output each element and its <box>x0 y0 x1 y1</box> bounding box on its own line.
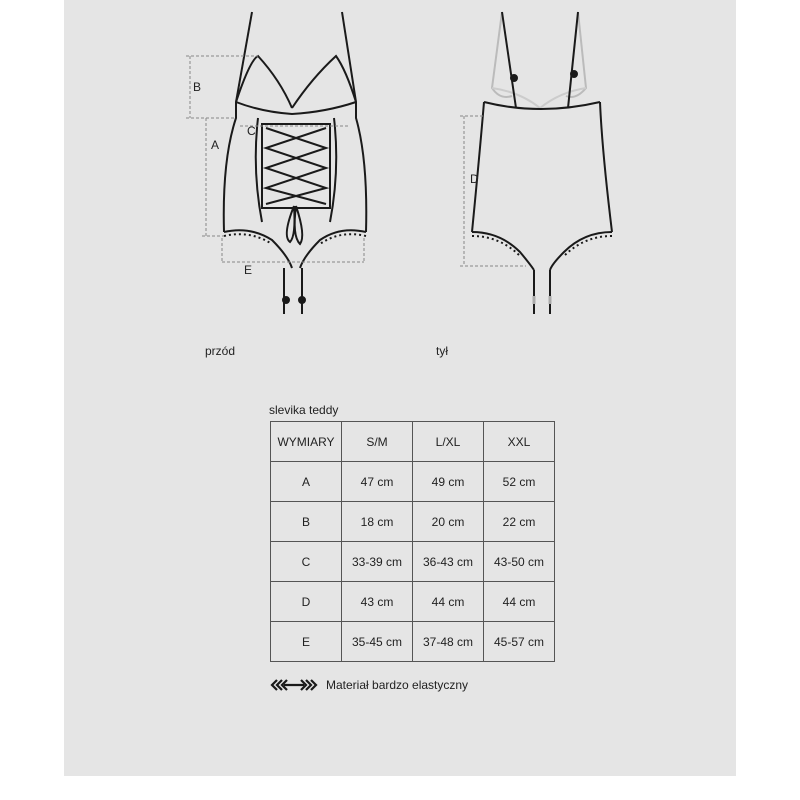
front-caption: przód <box>205 344 236 358</box>
table-cell: C <box>271 542 342 582</box>
label-a: A <box>211 138 220 152</box>
table-cell: 49 cm <box>413 462 484 502</box>
legend <box>270 678 468 692</box>
table-row <box>271 502 555 542</box>
table-header-row <box>271 422 555 462</box>
table-cell: 44 cm <box>484 582 555 622</box>
table-header-cell: L/XL <box>413 422 484 462</box>
table-title: slevika teddy <box>269 403 339 417</box>
table-cell: E <box>271 622 342 662</box>
table-header-cell: WYMIARY <box>271 422 342 462</box>
back-view-drawing <box>472 12 612 314</box>
label-e: E <box>244 263 253 277</box>
table-row <box>271 622 555 662</box>
table-cell: 22 cm <box>484 502 555 542</box>
table-cell: A <box>271 462 342 502</box>
table-cell: B <box>271 502 342 542</box>
table-cell: 43 cm <box>342 582 413 622</box>
elastic-arrows-icon <box>270 678 318 692</box>
table-cell: 20 cm <box>413 502 484 542</box>
table-cell: 36-43 cm <box>413 542 484 582</box>
table-cell: 45-57 cm <box>484 622 555 662</box>
legend-text: Materiał bardzo elastyczny <box>326 678 469 692</box>
table-header-cell: XXL <box>484 422 555 462</box>
table-cell: 35-45 cm <box>342 622 413 662</box>
table-cell: 43-50 cm <box>484 542 555 582</box>
table-row <box>271 542 555 582</box>
table-cell: 18 cm <box>342 502 413 542</box>
table-header-cell: S/M <box>342 422 413 462</box>
table-cell: 37-48 cm <box>413 622 484 662</box>
table-cell: D <box>271 582 342 622</box>
size-table <box>270 421 555 662</box>
table-cell: 33-39 cm <box>342 542 413 582</box>
label-c: C <box>247 124 256 138</box>
table-row <box>271 462 555 502</box>
back-dimension-lines <box>460 116 526 266</box>
table-row <box>271 582 555 622</box>
back-caption: tył <box>436 344 448 358</box>
label-d: D <box>470 172 479 186</box>
table-cell: 44 cm <box>413 582 484 622</box>
table-cell: 52 cm <box>484 462 555 502</box>
label-b: B <box>193 80 202 94</box>
table-cell: 47 cm <box>342 462 413 502</box>
